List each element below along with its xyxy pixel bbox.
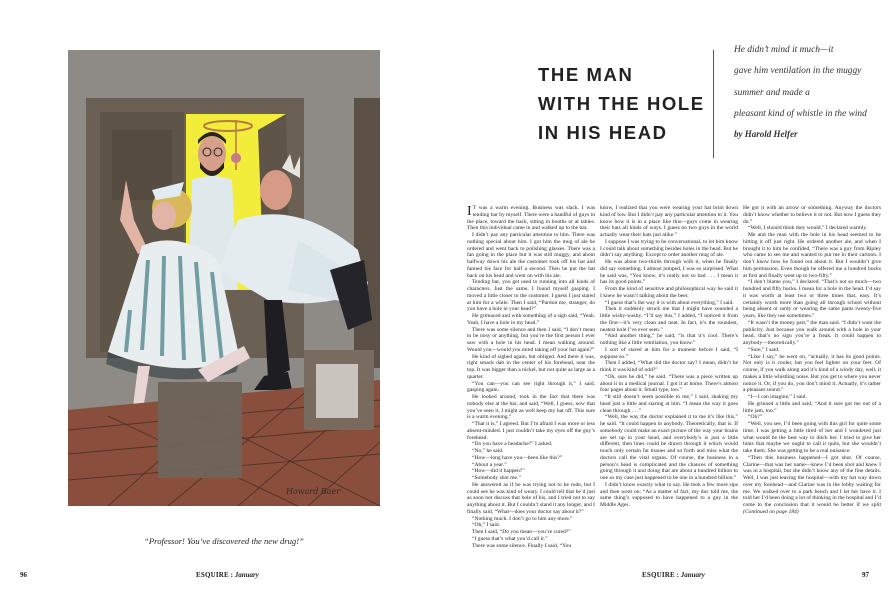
page-number-left: 96 (20, 571, 27, 579)
magazine-name: ESQUIRE (642, 571, 675, 579)
paragraph: There was some silence. Finally I said, “You (472, 542, 572, 549)
running-footer-right (642, 571, 705, 579)
dek-line: gave him ventilation in the muggy (734, 66, 862, 77)
byline: by Harold Helfer (734, 129, 798, 139)
body-column-2 (600, 205, 738, 540)
paragraph: “Oh?” (748, 414, 763, 421)
drop-cap: I (467, 204, 472, 219)
dek-line: He didn’t mind it much—it (734, 45, 834, 55)
paragraph: “How—did it happen?” (472, 468, 525, 475)
paragraph: “You can—you can see right through it,” I said, gasping again. (467, 380, 595, 394)
paragraph: “That it is,” I agreed. But I’m afraid I was more or less absent-minded. I just couldn’t take my eyes off the guy’s forehead. (467, 421, 595, 441)
continued-on-link[interactable]: (Continued on page 184) (743, 508, 799, 515)
paragraph: “I guess that’s what you’d call it.” (472, 535, 548, 542)
paragraph: “It still doesn’t seem possible to me,” I said, shaking my head just a little and staring at him. “I mean the way it goes clean through . . .” (600, 394, 738, 414)
paragraph: Then I added, “What did the doctor say? I mean, didn’t he think it was kind of odd?” (600, 360, 738, 373)
running-footer-left (196, 571, 259, 579)
paragraph: Then it suddenly struck me that I might have sounded a little wishy-washy. “I’ll say this,” I added, “I noticed it from the first—it’s very clean and neat. In fact, it’s the roundest, neatest hole I’ve ever seen.” (600, 306, 738, 333)
article-title (538, 60, 713, 147)
title-line: THE MAN (538, 64, 634, 85)
paragraph: know, I realized that you were wearing your hat brim down kind of low. But I didn’t pay any particular attention to it. You know how it is in a place like this—guys come in wearing their hats all kinds of ways. I guess no two guys in the world actually wear their hats just alike.” (600, 205, 738, 238)
paragraph: He kind of sighed again, but obliged. And there it was, right smack dab in the center of his forehead, near the top. It was bigger than a nickel, but not quite as large as a quarter. (467, 353, 595, 380)
body-column-1 (467, 204, 595, 549)
paragraph: “And another thing,” he said, “is that it’s cool. There’s nothing like a little ventilation, you know.” (600, 333, 738, 346)
paragraph: He got it with an arrow or something. Anyway the doctors didn’t know whether to believe it or not. But now I guess they do.” (743, 205, 881, 225)
paragraph: He was about two-thirds through with it, when he finally did say something. I almost jumped, I was so surprised. What he said was, “You know, it’s really not so bad . . . I mean it has its good points.” (600, 259, 738, 286)
paragraph: I suppose I was trying to be conversational, to let him know I could talk about something besides holes in the head. But he didn’t say anything. Except to order another mug of ale. (600, 238, 738, 259)
page-number-right: 97 (862, 571, 869, 579)
paragraph: “Like I say,” he went on, “actually, it has its good points. Not only is it cooler, but you feel lighter on your feet. Of course, if you walk along and it’s kind of a windy day, well, it makes a little whistling noise. But you get to where you never notice it. Or, if you do, you don’t mind it. Actually, it’s rather a pleasant sound.” (743, 353, 881, 394)
paragraph: There was some silence and then I said, “I don’t mean to be nosy or anything, but you’re the first person I ever saw with a hole in his head. I mean walking around. Would you—would you mind taking off your hat again?” (467, 326, 595, 353)
paragraph: “Well, the way the doctor explained it to me it’s like this,” he said. “It could happen to anybody. Theoretically, that is. If somebody could make an exact picture of the way your brains are set up in your head, and everybody’s is just a little different, then lines could be drawn through it which would touch only certain fat tissues and so forth and miss what the doctors call the vital organs. Of course, the business in a person’s head is complicated and the chances of something going through it and doing that are about a hundred billion to one so my case just happened to be one in a hundred billion.” (600, 414, 738, 481)
footer-separator: : (674, 571, 681, 579)
paragraph: “Oh,” I said. (472, 522, 501, 529)
svg-text:Howard Baer: Howard Baer (286, 487, 341, 496)
footer-separator: : (228, 571, 235, 579)
paragraph: I didn’t know exactly what to say. He took a few more sips and then went on: “As a matter of fact, my doc told me, the same thing’s supposed to have happened to a guy in the Middle Ages. (600, 481, 738, 508)
paragraph: “Well, you see, I’d been going with this girl for quite some time. I was getting a little tired of her and I wondered just what would be the best way to ditch her. I tried to give her hints that maybe we ought to call it quits, but she wouldn’t take them. She was getting to be a real nuisance. (743, 421, 881, 454)
paragraph: “Oh, sure he did,” he said. “There was a piece written up about it in a medical journal. I got it at home. There’s almost four pages about it. Small type, too.” (600, 373, 738, 394)
issue-month: January (680, 571, 705, 579)
paragraph: He looked around, took in the fact that there was nobody else at the bar, and said, “Well, I guess, now that you’ve seen it, I might as well keep my hat off. This sure is a warm evening.” (467, 394, 595, 421)
paragraph: Me and the man with the hole in his head seemed to be hitting it off just right. He ordered another ale, and when I brought it to him he confided, “There was a guy from Ripley who came to see me and wanted to put me in their cartoon. I don’t know how he found out about it. But I wouldn’t give him permission. Even though he offered me a hundred bucks at first and finally went up to two-fifty.” (743, 232, 881, 279)
illustration-art (68, 50, 380, 506)
paragraph: I T was a warm evening. Business was slack. I was tending bar by myself. There were a handful of guys in the place, toward the back, sitting in booths or at tables. Then this individual came in and walked up to the bar. (467, 204, 595, 232)
paragraph: “Well, I should think they would,” I declared warmly. (748, 225, 868, 232)
paragraph: I didn’t pay any particular attention to him. There was nothing special about him. I got him the mug of ale he ordered and went back to polishing glasses. There was a fan going in the place but it was still muggy, and about halfway down his ale the customer took off his hat and fanned his face for half a second. Then he put the hat back on his head and went on with his ale. (467, 232, 595, 279)
paragraph: Tending bar, you get used to running into all kinds of characters. Just the same, I found myself gasping. I moved a little closer to the customer. I guess I just stared at him for a while. Then I said, “Pardon me, stranger, do you have a hole in your head?” (467, 279, 595, 313)
paragraph: “Somebody shot me.” (472, 475, 521, 481)
illustration (68, 50, 380, 506)
dek-line: summer and made a (734, 87, 810, 98)
body-column-3 (743, 205, 881, 540)
title-line: WITH THE HOLE (538, 93, 705, 114)
paragraph: I sort of stared at him for a moment before I said, “I suppose so.” (600, 346, 738, 360)
paragraph: “Do you have a headache?” I asked. (472, 441, 553, 448)
paragraph: “It wasn’t the money part,” the man said. “I didn’t want the publicity. Just because you walk around with a hole in your head, that’s no sign you’re a freak. It could happen to anybody—theoretically.” (743, 319, 881, 346)
paragraph: He answered as if he was trying not to be rude, but I could see he was kind of weary. I could tell that he’d just as soon not discuss that hole of his, and I tried not to say anything about it. But I couldn’t stand it any longer, and I finally said, “What—does your doctor say about it?” (467, 481, 595, 515)
illustration-caption: “Professor! You’ve discovered the new drug!” (144, 536, 304, 546)
paragraph: “I don’t blame you,” I declared. “That’s not so much—two hundred and fifty bucks. I mean for a hole in the head. I’d say it was worth at least two or three times that, easy. It’s certainly worth more than going all through school without being absent or tardy or wearing the same pants twenty-five years, like they use sometimes.” (743, 279, 881, 319)
paragraph: “About a year.” (472, 461, 507, 468)
paragraph: “Then this business happened—I got shot. Of course, Clarine—that was her name—knew I’d been shot and knew I was in a hospital, but she didn’t know any of the fine details. Well, I was just leaving the hospital—with my hat way down over my forehead—and Clarine was in the lobby waiting for me. We walked over to a park bench and I let her have it. I told her I’d been doing a lot of thinking in the hospital and I’d come to the conclusion that it would be better if we split (Continued on page 184) (743, 454, 881, 515)
paragraph: “No,” he said. (472, 448, 504, 454)
paragraph: From the kind of sensitive and philosophical way he said it I knew he wasn’t talking about the beer. (600, 286, 738, 299)
paragraph: He grimaced and with something of a sigh said, “Yeah. Yeah, I have a hole in my head.” (467, 313, 595, 326)
dek-line: pleasant kind of whistle in the wind (734, 108, 867, 119)
paragraph: Then I said, “Do you mean—you’re cured?” (472, 529, 571, 535)
paragraph: “Sure,” I said. (748, 346, 780, 353)
paragraph: “I guess that’s the way it is with about everything,” I said. (605, 299, 734, 306)
article-dek (734, 40, 894, 125)
paragraph: “Nothing much. I don’t go to him any more.” (472, 515, 573, 522)
paragraph: “How—long have you—been like this?” (472, 454, 563, 461)
title-divider (713, 50, 714, 158)
paragraph: He grinned a little and said, “And it sure got me out of a little jam, too.” (743, 400, 881, 414)
paragraph: “I—I can imagine,” I said. (748, 394, 807, 400)
issue-month: January (234, 571, 259, 579)
title-line: IN HIS HEAD (538, 122, 668, 143)
magazine-name: ESQUIRE (196, 571, 229, 579)
